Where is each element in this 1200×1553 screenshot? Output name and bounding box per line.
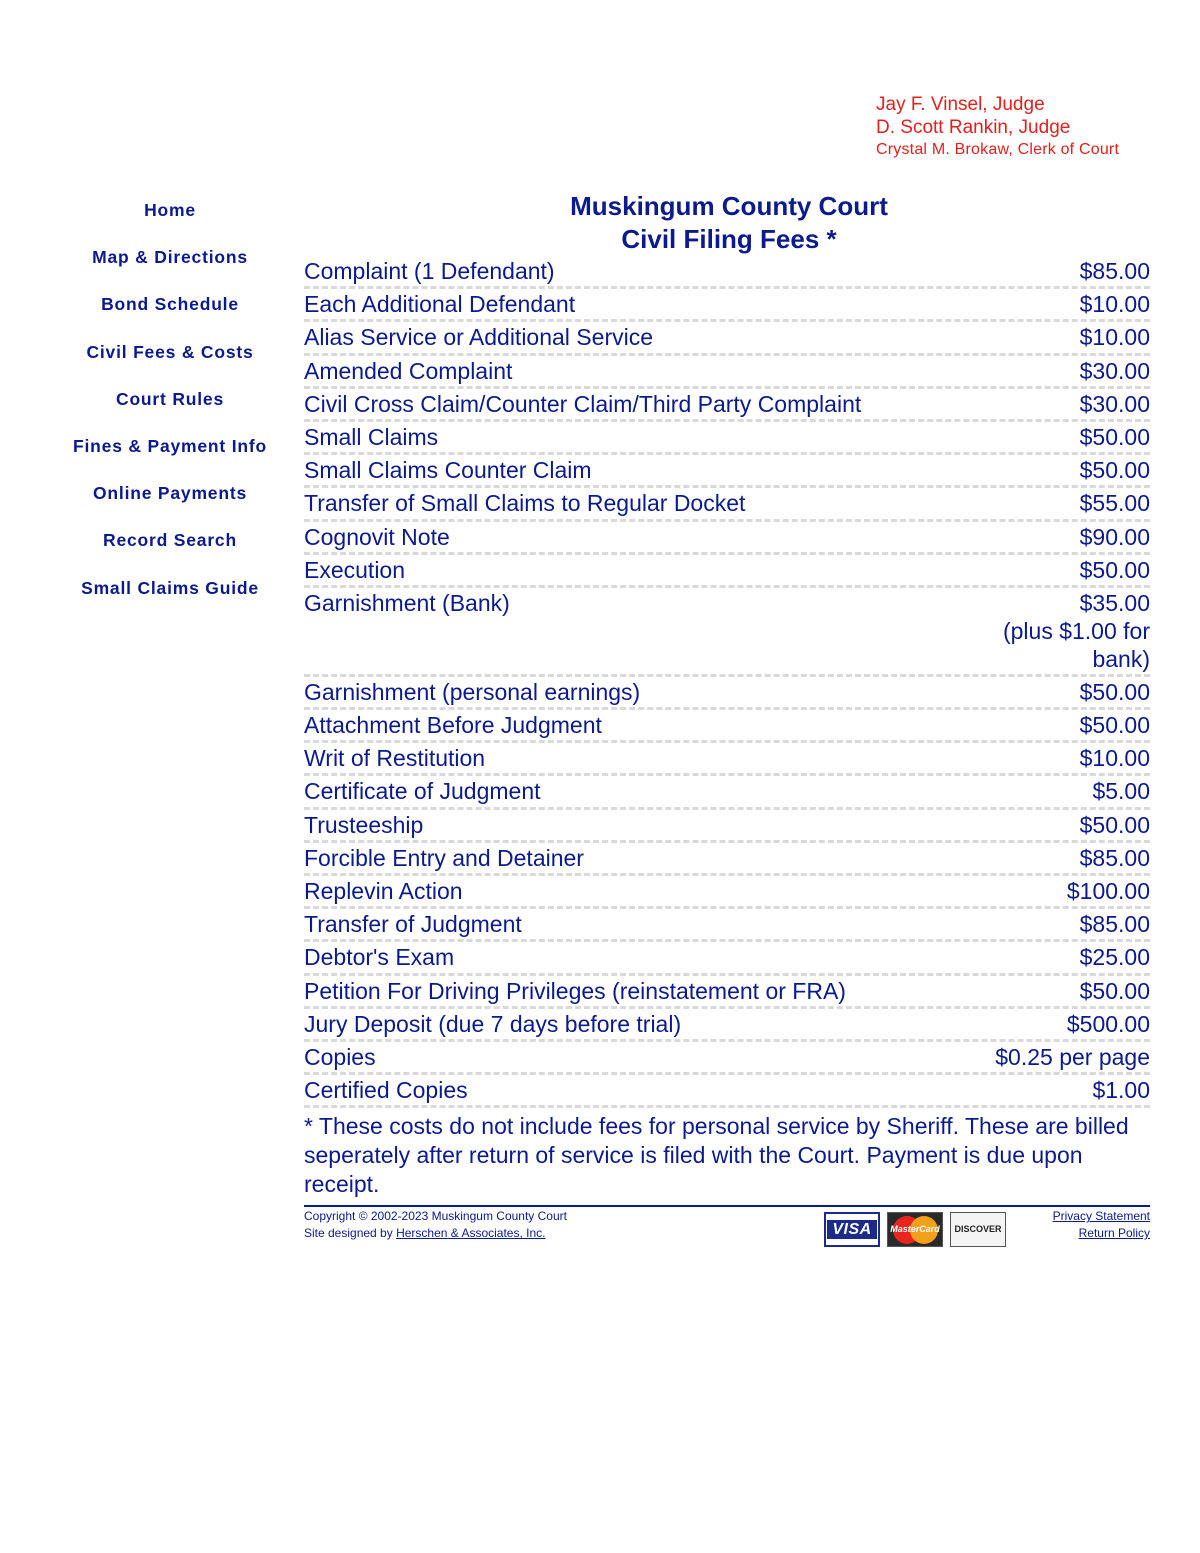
fee-amount: $30.00	[1079, 357, 1150, 384]
discover-card-icon	[950, 1212, 1006, 1247]
nav-bond-schedule[interactable]: Bond Schedule	[101, 294, 239, 315]
fee-amount: $500.00	[1066, 1010, 1150, 1037]
fee-amount-value: $35.00	[1079, 589, 1150, 616]
page-title	[304, 190, 1150, 256]
fee-name: Jury Deposit (due 7 days before trial)	[304, 1010, 682, 1037]
fee-name: Civil Cross Claim/Counter Claim/Third Party Complaint	[304, 390, 862, 417]
mastercard-card-label: MasterCard	[890, 1224, 940, 1235]
fee-amount: $1.00	[1092, 1077, 1150, 1104]
fee-amount: $85.00	[1079, 911, 1150, 938]
fee-amount: $10.00	[1079, 745, 1150, 772]
nav-fines-payment[interactable]: Fines & Payment Info	[73, 435, 267, 456]
footnote: * These costs do not include fees for personal service by Sheriff. These are billed seperately after return of service is filed with the Court. Payment is due upon receipt.	[304, 1108, 1150, 1207]
fee-name: Amended Complaint	[304, 357, 513, 384]
designed-by-prefix: Site designed by	[304, 1226, 393, 1241]
fee-row	[304, 488, 1150, 521]
fee-amount: $50.00	[1079, 977, 1150, 1004]
return-policy-link[interactable]: Return Policy	[1078, 1226, 1150, 1241]
fee-amount: $50.00	[1079, 712, 1150, 739]
nav-record-search[interactable]: Record Search	[103, 530, 237, 551]
page-footer	[304, 1207, 1150, 1253]
nav-court-rules[interactable]: Court Rules	[116, 388, 224, 409]
fee-name: Each Additional Defendant	[304, 291, 576, 318]
fee-row	[304, 1042, 1150, 1075]
fee-table	[304, 256, 1150, 1108]
visa-card-icon	[824, 1212, 880, 1247]
fee-name: Transfer of Small Claims to Regular Docket	[304, 490, 746, 517]
fee-name: Writ of Restitution	[304, 745, 486, 772]
fee-name: Cognovit Note	[304, 523, 450, 550]
fee-amount: $100.00	[1066, 878, 1150, 904]
title-fees: Civil Filing Fees *	[621, 224, 837, 254]
footer-credits	[304, 1208, 567, 1242]
fee-name: Transfer of Judgment	[304, 911, 522, 938]
fee-amount: $10.00	[1079, 291, 1150, 318]
fee-row	[304, 942, 1150, 975]
fee-row	[304, 843, 1150, 876]
fee-name: Complaint (1 Defendant)	[304, 258, 555, 284]
fee-row	[304, 289, 1150, 322]
nav-civil-fees[interactable]: Civil Fees & Costs	[86, 341, 254, 362]
officials-block	[876, 93, 1119, 161]
fee-row	[304, 256, 1150, 289]
fee-amount: $5.00	[1092, 778, 1150, 805]
judge-name: D. Scott Rankin, Judge	[876, 117, 1071, 138]
fee-amount: $85.00	[1079, 258, 1150, 284]
fee-row	[304, 909, 1150, 942]
fee-name: Execution	[304, 556, 406, 583]
privacy-statement-link[interactable]: Privacy Statement	[1052, 1209, 1150, 1224]
fee-name: Debtor's Exam	[304, 944, 455, 971]
nav-map-directions[interactable]: Map & Directions	[92, 247, 248, 268]
fee-name: Trusteeship	[304, 811, 424, 838]
fee-name: Petition For Driving Privileges (reinstatement or FRA)	[304, 977, 846, 1004]
fee-row	[304, 1009, 1150, 1042]
fee-amount: $50.00	[1079, 457, 1150, 484]
payment-cards	[824, 1212, 1006, 1247]
fee-amount: $50.00	[1079, 423, 1150, 450]
fee-name: Certified Copies	[304, 1077, 468, 1104]
fee-amount: $50.00	[1079, 678, 1150, 705]
fee-row	[304, 422, 1150, 455]
fee-amount: $90.00	[1079, 523, 1150, 550]
judge-name: Jay F. Vinsel, Judge	[876, 94, 1045, 115]
fee-amount	[980, 589, 1150, 673]
discover-card-label: DISCOVER	[954, 1224, 1002, 1235]
sidebar-nav	[62, 196, 278, 621]
fee-name: Alias Service or Additional Service	[304, 324, 653, 351]
fee-row	[304, 322, 1150, 355]
fee-name: Small Claims	[304, 423, 439, 450]
copyright-text: Copyright © 2002-2023 Muskingum County Court	[304, 1209, 567, 1224]
fee-row	[304, 710, 1150, 743]
visa-card-label: VISA	[827, 1220, 876, 1239]
fee-amount-note: (plus $1.00 for bank)	[1002, 617, 1150, 672]
fee-amount: $25.00	[1079, 944, 1150, 971]
fee-row	[304, 522, 1150, 555]
fee-row	[304, 810, 1150, 843]
fee-amount: $55.00	[1079, 490, 1150, 517]
fee-row	[304, 455, 1150, 488]
fee-amount: $50.00	[1079, 556, 1150, 583]
nav-home[interactable]: Home	[144, 200, 196, 220]
fee-row	[304, 876, 1150, 909]
fee-row	[304, 356, 1150, 389]
mastercard-card-icon	[887, 1212, 943, 1247]
fee-amount: $10.00	[1079, 324, 1150, 351]
main-content	[304, 190, 1150, 1253]
clerk-name: Crystal M. Brokaw, Clerk of Court	[876, 141, 1120, 158]
nav-online-payments[interactable]: Online Payments	[93, 483, 247, 504]
designed-by	[304, 1225, 567, 1242]
fee-name: Forcible Entry and Detainer	[304, 844, 584, 871]
fee-name: Garnishment (Bank)	[304, 589, 510, 616]
fee-row	[304, 976, 1150, 1009]
fee-name: Replevin Action	[304, 878, 463, 904]
designer-link[interactable]: Herschen & Associates, Inc.	[396, 1226, 546, 1241]
fee-name: Copies	[304, 1043, 376, 1070]
fee-amount: $30.00	[1079, 390, 1150, 417]
nav-small-claims-guide[interactable]: Small Claims Guide	[81, 577, 259, 598]
fee-row	[304, 389, 1150, 422]
fee-amount: $50.00	[1079, 811, 1150, 838]
footer-policies	[1053, 1208, 1150, 1242]
fee-name: Garnishment (personal earnings)	[304, 678, 641, 705]
fee-name: Attachment Before Judgment	[304, 712, 602, 739]
fee-row	[304, 1075, 1150, 1108]
fee-row	[304, 677, 1150, 710]
fee-name: Certificate of Judgment	[304, 778, 541, 805]
fee-row	[304, 743, 1150, 776]
fee-amount: $85.00	[1079, 844, 1150, 871]
fee-row	[304, 588, 1150, 677]
title-court-name: Muskingum County Court	[570, 191, 888, 221]
fee-row	[304, 555, 1150, 588]
fee-row	[304, 776, 1150, 809]
fee-name: Small Claims Counter Claim	[304, 457, 592, 484]
fee-amount: $0.25 per page	[995, 1043, 1150, 1070]
